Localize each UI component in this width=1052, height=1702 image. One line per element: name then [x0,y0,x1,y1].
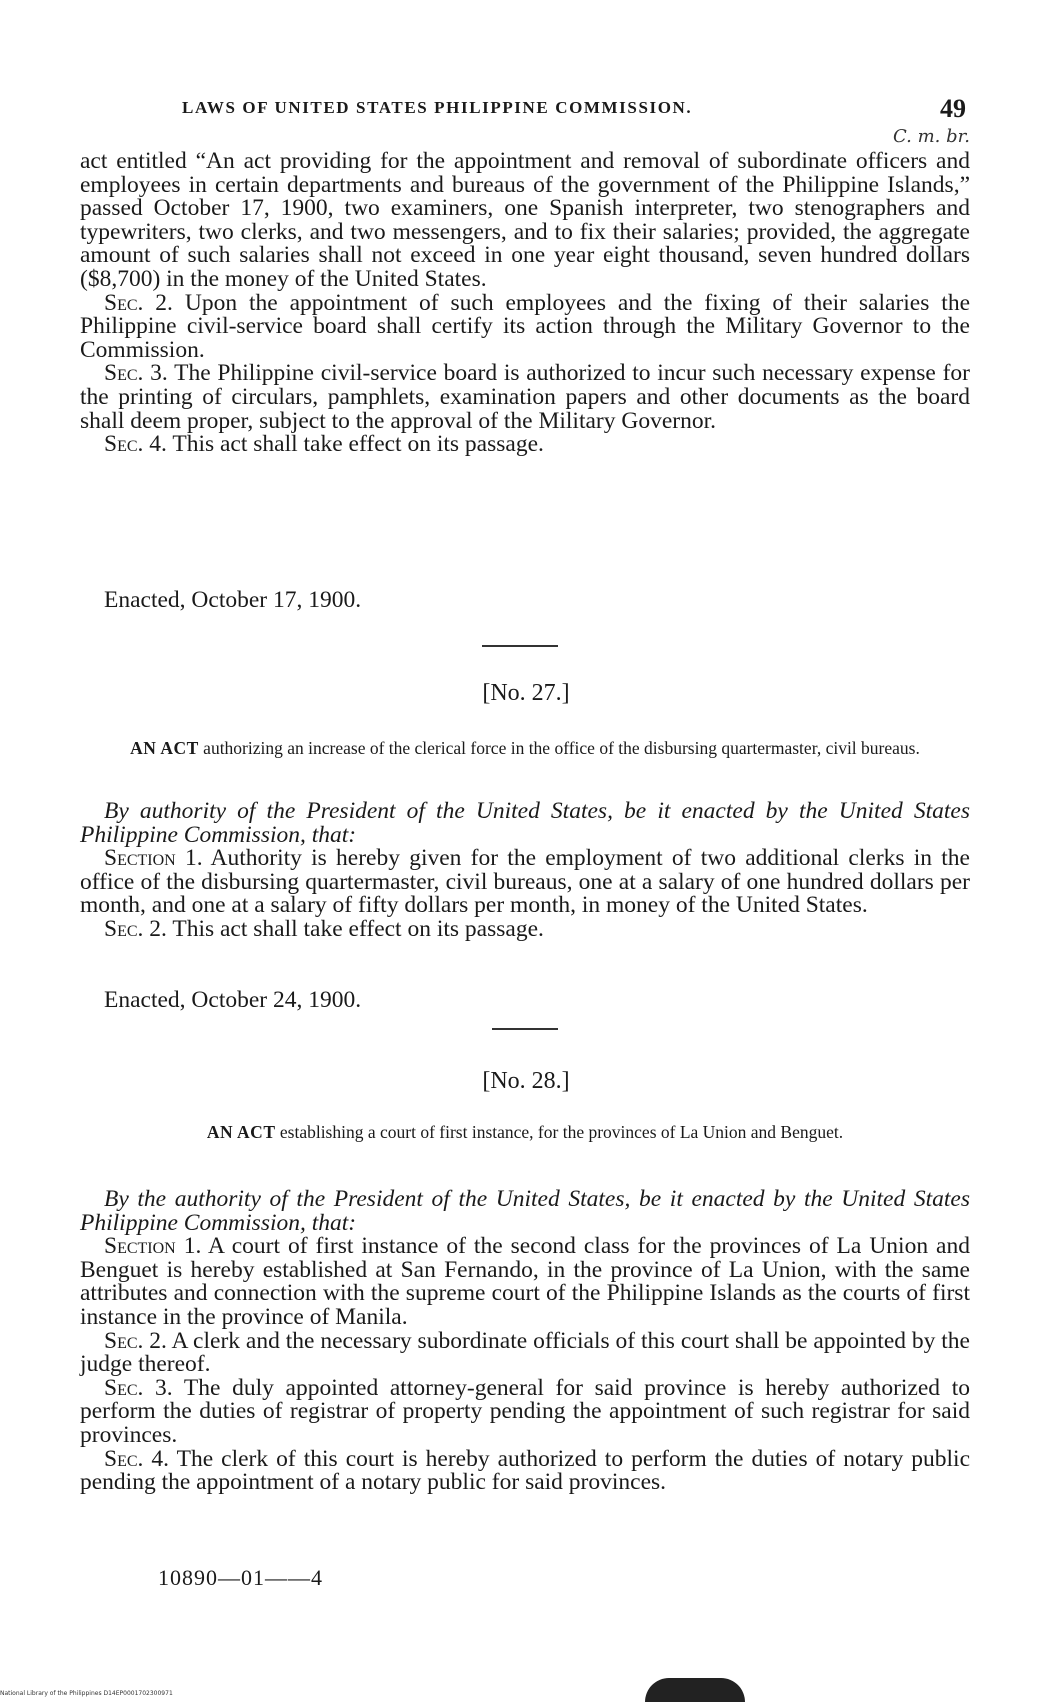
section-label: Sec. 4. [104,431,167,458]
act-lead: AN ACT [206,1122,276,1142]
section-divider [482,645,558,647]
section-divider [492,1028,558,1030]
act-lead: AN ACT [130,738,199,758]
section-text: The Philippine civil-service board is authorized to incur such necessary expense for the printing of circulars, pamphlets, examination papers and other documents as the board shall deem proper, subject to the approval of the Military Governor. [80,360,970,434]
section-text: A court of first instance of the second class for the provinces of La Union and Benguet is hereby established at San Fernando, in the province of La Union, with the same attributes and connection with the supreme court of the Philippine Islands as the courts of first instance in the province of Manila. [80,1233,970,1330]
act-26-section-2 [80,289,970,363]
act-27-number: [No. 27.] [482,680,570,706]
act-27-section-2 [80,915,970,942]
section-text: Upon the appointment of such employees and the fixing of their salaries the Philippine civil-service board shall certify its action through the Military Governor to the Commission. [80,289,970,363]
section-label: Section 1. [104,1233,202,1260]
act-27-title [80,738,970,758]
scan-edge-mark [645,1678,745,1702]
act-28-body [80,1188,970,1495]
act-26-enacted: Enacted, October 17, 1900. [104,587,362,613]
act-26-continuation: act entitled “An act providing for the appointment and removal of subordinate officers and employees in certain departments and bureaus of the government of the Philippine Islands,” passed October 17, 1900, two examiners, one Spanish interpreter, two stenographers and typewriters, two clerks, and two messengers, and to fix their salaries; provided, the aggregate amount of such salaries shall not exceed in one year eight thousand, seven hundred dollars ($8,700) in the money of the United States. [80,148,970,292]
section-label: Sec. 3. [104,360,168,387]
section-text: This act shall take effect on its passage. [172,431,544,458]
section-label: Sec. 2. [104,289,173,316]
section-label: Section 1. [104,845,203,872]
act-26-section-4 [80,433,970,457]
catalog-line: National Library of the Philippines D14EP0001702300971 [0,1690,173,1697]
act-title-text: establishing a court of first instance, for the provinces of La Union and Benguet. [279,1122,844,1142]
printer-signature: 10890—01——4 [158,1565,323,1590]
act-28-number: [No. 28.] [482,1068,570,1094]
section-text: The clerk of this court is hereby authorized to perform the duties of notary public pending the appointment of a notary public for said provinces. [80,1445,971,1496]
section-text: A clerk and the necessary subordinate officials of this court shall be appointed by the judge thereof. [80,1327,970,1378]
act-28-section-2 [80,1327,970,1378]
page-number: 49 [940,94,966,123]
act-title-text: authorizing an increase of the clerical force in the office of the disbursing quartermaster, civil bureaus. [203,738,920,758]
act-28-section-4 [80,1445,971,1496]
section-label: Sec. 2. [104,915,167,942]
act-27-preamble: By authority of the President of the United States, be it enacted by the United States Philippine Commission, that: [80,798,970,848]
section-label: Sec. 3. [104,1374,173,1401]
section-label: Sec. 2. [104,1327,167,1354]
act-27-section-1 [80,847,970,918]
section-text: The duly appointed attorney-general for said province is hereby authorized to perform the duties of registrar of property pending the appointment of such registrar for said provinces. [80,1374,970,1448]
section-label: Sec. 4. [104,1445,170,1472]
act-27-body [80,800,970,942]
act-28-preamble: By the authority of the President of the United States, be it enacted by the United States Philippine Commission, that: [80,1186,970,1236]
act-28-section-1 [80,1235,970,1329]
act-26-section-3 [80,362,970,433]
handwritten-annotation: C. m. br. [893,126,970,147]
act-28-section-3 [80,1374,970,1448]
act-27-enacted: Enacted, October 24, 1900. [104,987,362,1013]
section-text: Authority is hereby given for the employment of two additional clerks in the office of the disbursing quartermaster, civil bureaus, one at a salary of one hundred dollars per month, and one at a salary of fifty dollars per month, in money of the United States. [80,845,970,919]
section-text: This act shall take effect on its passage. [172,915,544,942]
act-28-title [80,1122,970,1142]
running-head: LAWS OF UNITED STATES PHILIPPINE COMMISSION. [182,98,693,117]
act-26-tail [80,150,970,457]
